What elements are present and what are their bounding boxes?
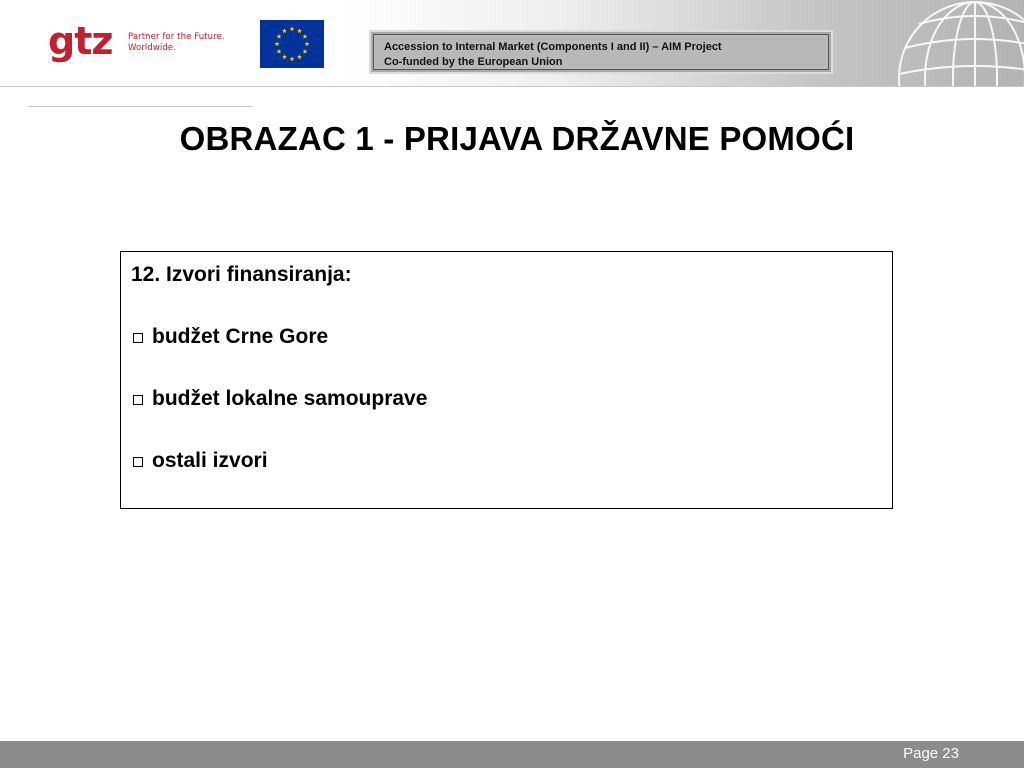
project-funding: Co-funded by the European Union (384, 56, 563, 68)
funding-option-state-budget[interactable] (131, 324, 882, 350)
gtz-tagline (128, 32, 225, 54)
page-number: Page 23 (903, 745, 959, 762)
page-title: OBRAZAC 1 - PRIJAVA DRŽAVNE POMOĆI (179, 120, 855, 157)
tagline-line: Worldwide. (128, 43, 176, 53)
checkbox-icon[interactable] (133, 395, 143, 405)
eu-flag-icon (260, 20, 324, 68)
checkbox-icon[interactable] (133, 457, 143, 467)
funding-option-other[interactable] (131, 448, 882, 474)
project-info-box (369, 30, 833, 74)
slide-footer (0, 741, 1024, 768)
funding-option-label: budžet lokalne samouprave (152, 387, 428, 410)
globe-icon (895, 0, 1024, 87)
slide-header (0, 0, 1024, 87)
checkbox-icon[interactable] (133, 333, 143, 343)
funding-sources-box (120, 251, 893, 509)
funding-option-label: ostali izvori (152, 449, 268, 472)
funding-option-local-budget[interactable] (131, 386, 882, 412)
project-title: Accession to Internal Market (Components I and II) – AIM Project (384, 41, 722, 53)
funding-sources-heading: 12. Izvori finansiranja: (131, 263, 352, 286)
funding-option-label: budžet Crne Gore (152, 325, 329, 348)
gtz-logo (48, 24, 123, 76)
header-divider (0, 86, 1024, 87)
gtz-logo-text: gtz (48, 24, 113, 63)
funding-options-list (131, 324, 882, 474)
title-divider (28, 106, 253, 107)
tagline-line: Partner for the Future. (128, 32, 225, 42)
